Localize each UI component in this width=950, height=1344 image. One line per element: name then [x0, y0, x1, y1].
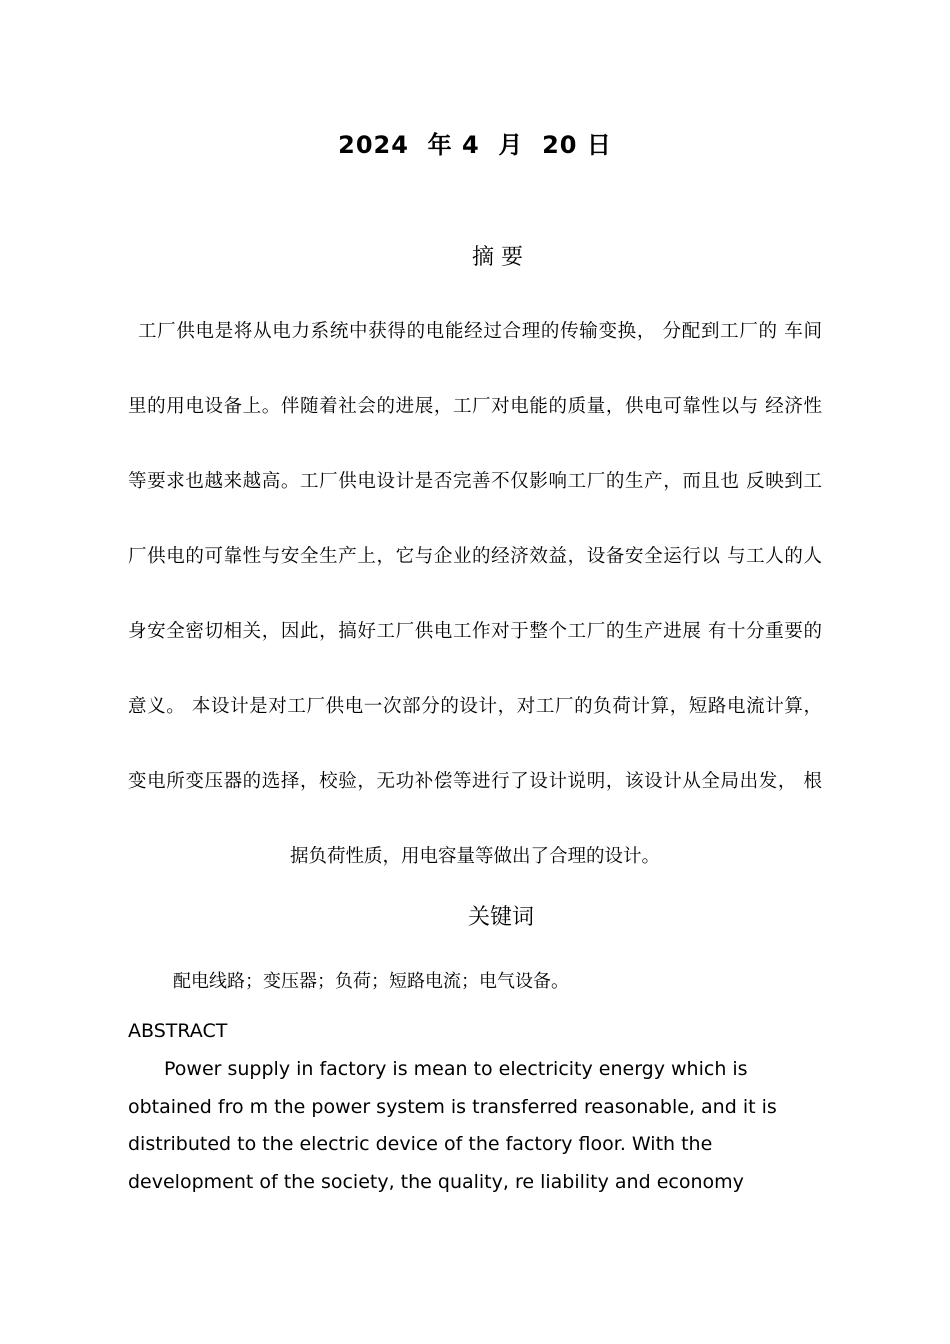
english-abstract-heading: ABSTRACT: [128, 1020, 228, 1042]
document-date: 2024 年 4 月 20 日: [338, 131, 612, 159]
english-abstract-line: development of the society, the quality, re liability and economy: [128, 1170, 744, 1193]
english-abstract-line: obtained fro m the power system is transferred reasonable, and it is: [128, 1095, 777, 1118]
abstract-line: 等要求也越来越高。工厂供电设计是否完善不仅影响工厂的生产，而且也 反映到工: [128, 471, 822, 492]
abstract-line: 里的用电设备上。伴随着社会的进展，工厂对电能的质量，供电可靠性以与 经济性: [128, 396, 822, 417]
english-abstract-line: distributed to the electric device of the factory floor. With the: [128, 1133, 713, 1155]
abstract-title: 摘 要: [472, 245, 523, 270]
abstract-line: 身安全密切相关，因此，搞好工厂供电工作对于整个工厂的生产进展 有十分重要的: [128, 621, 822, 642]
keywords-text: 配电线路；变压器；负荷；短路电流；电气设备。: [173, 971, 569, 992]
keywords-title: 关键词: [467, 905, 534, 930]
abstract-line: 厂供电的可靠性与安全生产上，它与企业的经济效益，设备安全运行以 与工人的人: [128, 546, 822, 567]
english-abstract-line: Power supply in factory is mean to electricity energy which is: [164, 1058, 748, 1080]
abstract-line: 据负荷性质，用电容量等做出了合理的设计。: [289, 846, 660, 867]
abstract-line: 变电所变压器的选择，校验，无功补偿等进行了设计说明，该设计从全局出发， 根: [128, 771, 822, 792]
abstract-line: 工厂供电是将从电力系统中获得的电能经过合理的传输变换， 分配到工厂的 车间: [138, 321, 822, 342]
abstract-line: 意义。 本设计是对工厂供电一次部分的设计，对工厂的负荷计算，短路电流计算，: [128, 696, 822, 717]
abstract-body: [128, 313, 822, 913]
english-abstract-body: [128, 1051, 828, 1201]
